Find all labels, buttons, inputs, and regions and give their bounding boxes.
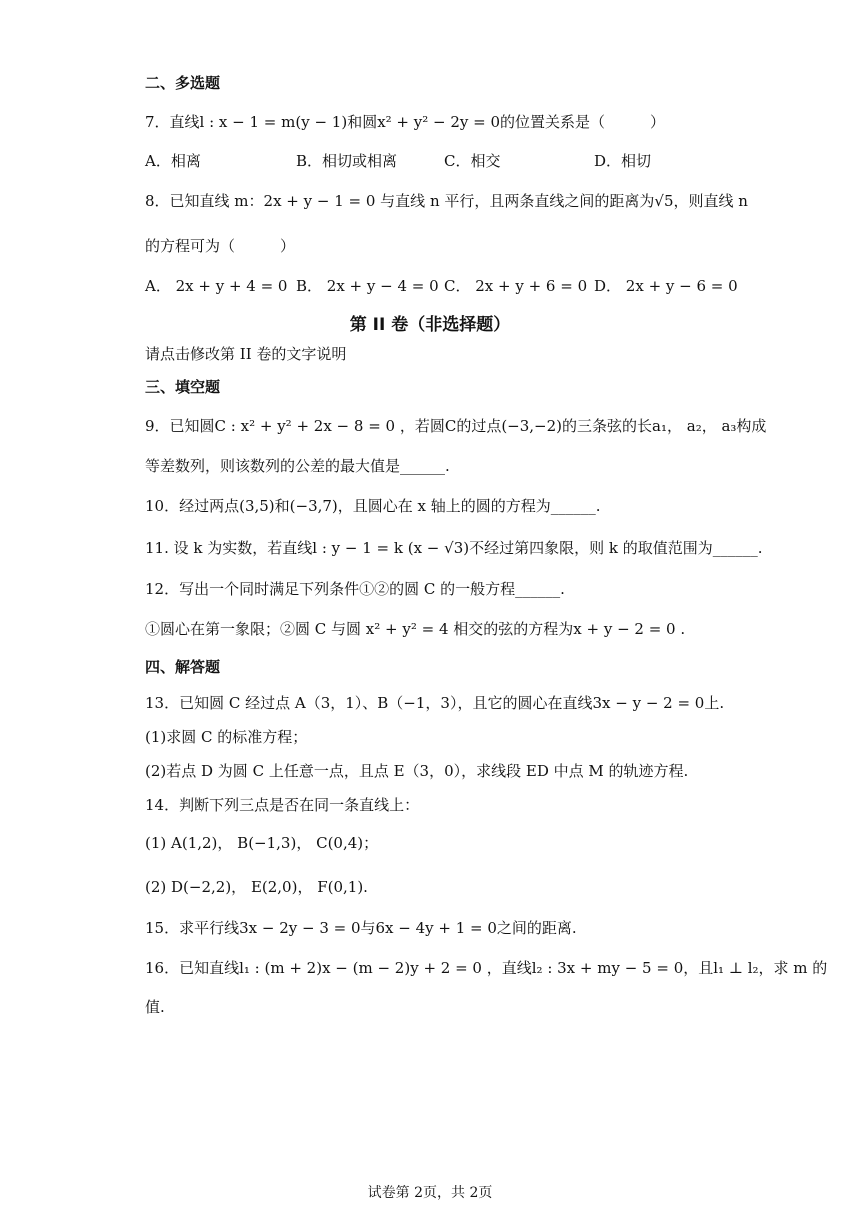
q8-option-a: A． 2x + y + 4 = 0	[145, 277, 288, 295]
section-heading-multiple-choice: 二、多选题	[145, 74, 221, 92]
question-13-line-1: 13．已知圆 C 经过点 A（3，1）、B（−1，3），且它的圆心在直线3x − y − 2 = 0上.	[145, 694, 725, 712]
question-12-line-2: ①圆心在第一象限；②圆 C 与圆 x² + y² = 4 相交的弦的方程为x + y − 2 = 0 .	[145, 620, 686, 638]
q7-option-a: A．相离	[145, 152, 201, 170]
q7-option-c: C．相交	[444, 152, 501, 170]
question-16-line-2: 值.	[145, 998, 165, 1016]
question-14-line-3: (2) D(−2,2)， E(2,0)， F(0,1).	[145, 878, 368, 896]
question-8-line-2: 的方程可为（ ）	[145, 237, 296, 255]
question-11: 11. 设 k 为实数，若直线l : y − 1 = k (x − √3)不经过第四象限，则 k 的取值范围为______.	[145, 539, 763, 557]
question-8-line-1: 8．已知直线 m：2x + y − 1 = 0 与直线 n 平行，且两条直线之间的距离为√5，则直线 n	[145, 192, 748, 210]
question-15: 15．求平行线3x − 2y − 3 = 0与6x − 4y + 1 = 0之间的距离.	[145, 919, 577, 937]
q8-option-c: C． 2x + y + 6 = 0	[444, 277, 588, 295]
q7-option-d: D．相切	[594, 152, 652, 170]
question-9-line-2: 等差数列，则该数列的公差的最大值是______.	[145, 457, 450, 475]
section-heading-fill-in: 三、填空题	[145, 378, 221, 396]
section-heading-answers: 四、解答题	[145, 658, 221, 676]
q8-option-b: B． 2x + y − 4 = 0	[296, 277, 439, 295]
part-2-note: 请点击修改第 II 卷的文字说明	[145, 345, 347, 363]
q7-option-b: B．相切或相离	[296, 152, 398, 170]
question-12-line-1: 12．写出一个同时满足下列条件①②的圆 C 的一般方程______.	[145, 580, 565, 598]
question-9-line-1: 9．已知圆C : x² + y² + 2x − 8 = 0 ，若圆C的过点(−3,−2)的三条弦的长a₁， a₂， a₃构成	[145, 417, 767, 435]
question-14-line-1: 14．判断下列三点是否在同一条直线上：	[145, 796, 420, 814]
question-10: 10．经过两点(3,5)和(−3,7)，且圆心在 x 轴上的圆的方程为______.	[145, 497, 601, 515]
question-14-line-2: (1) A(1,2)， B(−1,3)， C(0,4)；	[145, 834, 379, 852]
question-13-line-3: (2)若点 D 为圆 C 上任意一点，且点 E（3，0），求线段 ED 中点 M 的轨迹方程.	[145, 762, 689, 780]
question-7: 7．直线l : x − 1 = m(y − 1)和圆x² + y² − 2y = 0的位置关系是（ ）	[145, 113, 666, 131]
question-16-line-1: 16．已知直线l₁ : (m + 2)x − (m − 2)y + 2 = 0 ，直线l₂ : 3x + my − 5 = 0，且l₁ ⊥ l₂，求 m 的	[145, 959, 828, 977]
part-2-title: 第 II 卷（非选择题）	[349, 315, 511, 335]
q8-option-d: D． 2x + y − 6 = 0	[594, 277, 738, 295]
page-footer: 试卷第 2页，共 2页	[367, 1185, 493, 1201]
question-13-line-2: (1)求圆 C 的标准方程；	[145, 728, 308, 746]
